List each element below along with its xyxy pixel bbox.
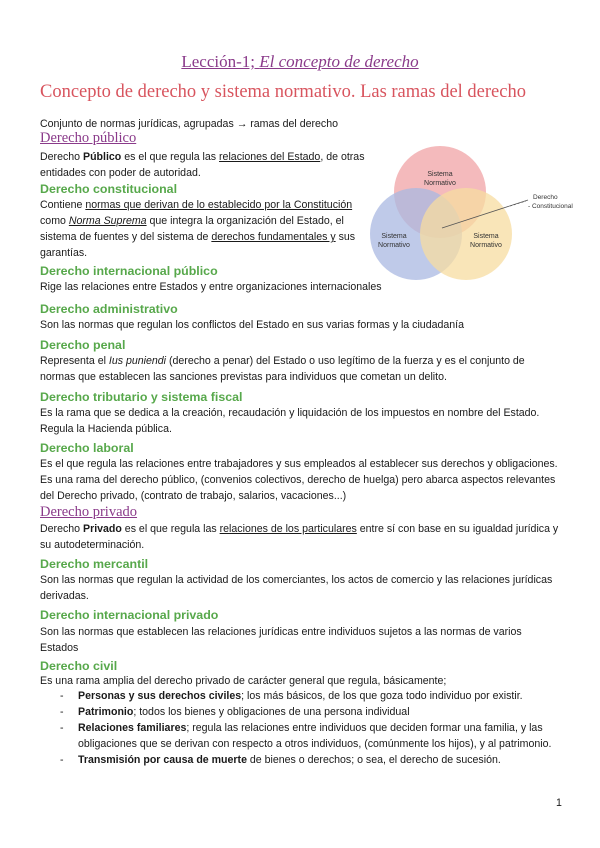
bullet-dash: - [60, 754, 64, 766]
heading-derecho-civil: Derecho civil [40, 659, 118, 673]
venn-label-top-2: Normativo [424, 180, 456, 187]
derecho-civil-list [56, 688, 556, 768]
paragraph-derecho-internacional-privado: Son las normas que establecen las relaciones jurídicas entre individuos sujetos a las normas de varios Estados [40, 626, 522, 654]
venn-label-left-2: Normativo [378, 242, 410, 249]
paragraph-derecho-tributario: Es la rama que se dedica a la creación, recaudación y liquidación de los impuestos en nombre del Estado. Regula la Hacienda pública. [40, 407, 540, 435]
paragraph-derecho-constitucional: Contiene normas que derivan de lo establecido por la Constitución como Norma Suprema que integra la organización del Estado, el sistema de fuentes y del sistema de derechos fundamentales y sus garantías. [40, 199, 356, 259]
paragraph-derecho-mercantil: Son las normas que regulan la actividad de los comerciantes, los actos de comercio y las relaciones jurídicas derivadas. [40, 574, 553, 602]
lesson-title: Lección-1; El concepto de derecho [181, 52, 419, 71]
section-subtitle: Concepto de derecho y sistema normativo. Las ramas del derecho [40, 82, 526, 102]
paragraph-derecho-internacional-publico: Rige las relaciones entre Estados y entre organizaciones internacionales [40, 281, 382, 293]
paragraph-derecho-laboral: Es el que regula las relaciones entre trabajadores y sus empleados al establecer sus derechos y obligaciones. Es una rama del derecho público, (convenios colectivos, derecho de huelga) pero abarca aspectos relevantes del Derecho privado, (contrato de trabajo, salarios, vacaciones...) [40, 458, 558, 502]
page-number: 1 [556, 797, 562, 809]
paragraph-derecho-administrativo: Son las normas que regulan los conflictos del Estado en sus varias formas y la ciudadanía [40, 319, 464, 331]
heading-derecho-laboral: Derecho laboral [40, 441, 134, 455]
paragraph-derecho-publico: Derecho Público es el que regula las relaciones del Estado, de otras entidades con poder de autoridad. [40, 151, 365, 179]
intro-line: Conjunto de normas jurídicas, agrupadas → ramas del derecho [40, 118, 338, 130]
heading-derecho-mercantil: Derecho mercantil [40, 557, 149, 571]
heading-derecho-internacional-publico: Derecho internacional público [40, 264, 218, 278]
list-item: - Patrimonio; todos los bienes y obligaciones de una persona individual [60, 706, 410, 718]
heading-derecho-constitucional: Derecho constitucional [40, 182, 178, 196]
list-item: - Relaciones familiares; regula las relaciones entre individuos que deciden formar una familia, y las obligaciones que se derivan con respecto a otros individuos, (comúnmente los hijos), y al patrimonio. [60, 722, 552, 750]
heading-derecho-publico: Derecho público [40, 130, 137, 146]
venn-callout-label-2: - Constitucional [528, 203, 573, 210]
bullet-dash: - [60, 706, 64, 718]
venn-label-right-1: Sistema [473, 233, 499, 240]
venn-label-left-1: Sistema [381, 233, 407, 240]
list-item: - Personas y sus derechos civiles; los más básicos, de los que goza todo individuo por existir. [60, 690, 523, 702]
bullet-dash: - [60, 722, 64, 734]
venn-diagram [360, 142, 600, 292]
heading-derecho-administrativo: Derecho administrativo [40, 302, 178, 316]
heading-derecho-tributario: Derecho tributario y sistema fiscal [40, 390, 243, 404]
heading-derecho-penal: Derecho penal [40, 338, 126, 352]
venn-label-top-1: Sistema [427, 171, 453, 178]
heading-derecho-privado: Derecho privado [40, 504, 138, 520]
paragraph-derecho-privado: Derecho Privado es el que regula las relaciones de los particulares entre sí con base en su igualdad jurídica y su autodeterminación. [40, 523, 559, 551]
venn-callout-label-1: Derecho [533, 194, 558, 201]
venn-label-right-2: Normativo [470, 242, 502, 249]
list-item: - Transmisión por causa de muerte de bienes o derechos; o sea, el derecho de sucesión. [60, 754, 501, 766]
paragraph-derecho-civil: Es una rama amplia del derecho privado de carácter general que regula, básicamente; [40, 675, 447, 687]
paragraph-derecho-penal: Representa el Ius puniendi (derecho a penar) del Estado o uso legítimo de la fuerza y es el conjunto de normas que establecen las sanciones previstas para individuos que cometan un delito. [40, 355, 525, 383]
bullet-dash: - [60, 690, 64, 702]
heading-derecho-internacional-privado: Derecho internacional privado [40, 608, 219, 622]
